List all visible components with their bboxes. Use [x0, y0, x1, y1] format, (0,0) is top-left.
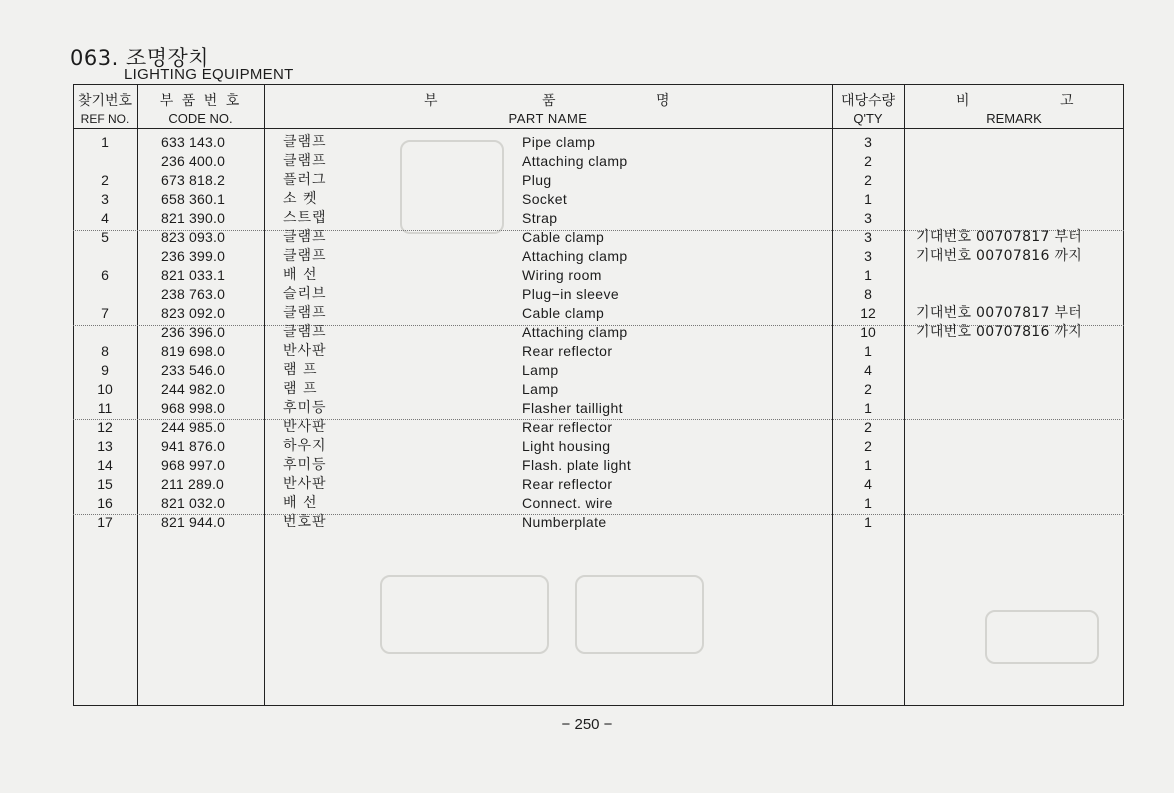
- remark: 기대번호 00707816 까지: [916, 324, 1083, 340]
- quantity: 1: [864, 514, 872, 530]
- code-number: 821 944.0: [161, 514, 226, 530]
- header-part-name: 부 품 명 PART NAME: [424, 93, 670, 126]
- table-row: [73, 190, 1124, 209]
- quantity: 4: [864, 362, 872, 378]
- header-code: 부 품 번 호 CODE NO.: [159, 93, 242, 126]
- ref-number: 17: [97, 514, 113, 530]
- table-row: [73, 304, 1124, 323]
- table-row: [73, 133, 1124, 152]
- table-row: [73, 475, 1124, 494]
- code-number: 236 396.0: [161, 324, 226, 340]
- quantity: 3: [864, 229, 872, 245]
- part-name-korean: 스트랩: [283, 210, 327, 226]
- part-name-korean: 반사판: [283, 419, 327, 435]
- part-name-korean: 슬리브: [283, 286, 327, 302]
- part-name-korean: 클램프: [283, 153, 327, 169]
- code-number: 244 985.0: [161, 419, 226, 435]
- ref-number: 8: [101, 343, 109, 359]
- table-row: [73, 152, 1124, 171]
- part-name: Socket: [522, 191, 568, 207]
- code-number: 633 143.0: [161, 134, 226, 150]
- quantity: 2: [864, 438, 872, 454]
- code-number: 968 997.0: [161, 457, 226, 473]
- table-row: [73, 494, 1124, 513]
- quantity: 2: [864, 381, 872, 397]
- part-name-korean: 소 켓: [283, 191, 318, 207]
- remark: 기대번호 00707816 까지: [916, 248, 1083, 264]
- part-name: Flasher taillight: [522, 400, 623, 416]
- quantity: 3: [864, 134, 872, 150]
- quantity: 8: [864, 286, 872, 302]
- code-number: 941 876.0: [161, 438, 226, 454]
- page-title: 063. 조명장치: [70, 46, 210, 70]
- code-number: 823 092.0: [161, 305, 226, 321]
- part-name: Rear reflector: [522, 343, 613, 359]
- quantity: 1: [864, 267, 872, 283]
- ref-number: 12: [97, 419, 113, 435]
- code-number: 821 032.0: [161, 495, 226, 511]
- ref-number: 13: [97, 438, 113, 454]
- ref-number: 11: [97, 400, 113, 416]
- quantity: 2: [864, 419, 872, 435]
- code-number: 236 399.0: [161, 248, 226, 264]
- ref-number: 15: [97, 476, 113, 492]
- table-row: [73, 171, 1124, 190]
- part-name: Attaching clamp: [522, 324, 628, 340]
- ref-number: 10: [97, 381, 113, 397]
- table-row: [73, 361, 1124, 380]
- quantity: 10: [860, 324, 876, 340]
- ref-number: 1: [101, 134, 109, 150]
- part-name-korean: 후미등: [283, 457, 327, 473]
- quantity: 1: [864, 457, 872, 473]
- table-row: [73, 380, 1124, 399]
- part-name: Connect. wire: [522, 495, 613, 511]
- ref-number: 16: [97, 495, 113, 511]
- part-name: Attaching clamp: [522, 153, 628, 169]
- ref-number: 6: [101, 267, 109, 283]
- remark: 기대번호 00707817 부터: [916, 229, 1083, 245]
- part-name: Attaching clamp: [522, 248, 628, 264]
- code-number: 658 360.1: [161, 191, 226, 207]
- code-number: 673 818.2: [161, 172, 226, 188]
- part-name: Lamp: [522, 362, 559, 378]
- quantity: 2: [864, 153, 872, 169]
- part-name-korean: 클램프: [283, 248, 327, 264]
- part-name-korean: 반사판: [283, 343, 327, 359]
- part-name-korean: 배 선: [283, 267, 318, 283]
- table-row: [73, 228, 1124, 247]
- code-number: 821 390.0: [161, 210, 226, 226]
- part-name-korean: 번호판: [283, 514, 327, 530]
- part-name: Strap: [522, 210, 558, 226]
- part-name: Flash. plate light: [522, 457, 632, 473]
- table-row: [73, 418, 1124, 437]
- ref-number: 4: [101, 210, 109, 226]
- part-name: Pipe clamp: [522, 134, 596, 150]
- table-row: [73, 456, 1124, 475]
- part-name-korean: 후미등: [283, 400, 327, 416]
- quantity: 1: [864, 191, 872, 207]
- part-name-korean: 플러그: [283, 172, 327, 188]
- table-row: [73, 323, 1124, 342]
- header-remark: 비 고 REMARK: [956, 93, 1074, 126]
- part-name: Light housing: [522, 438, 611, 454]
- table-row: [73, 247, 1124, 266]
- header-divider: [73, 128, 1124, 129]
- table-row: [73, 437, 1124, 456]
- part-name: Plug−in sleeve: [522, 286, 620, 302]
- part-name: Plug: [522, 172, 552, 188]
- part-name-korean: 클램프: [283, 134, 327, 150]
- part-name: Rear reflector: [522, 476, 613, 492]
- quantity: 2: [864, 172, 872, 188]
- table-row: [73, 513, 1124, 532]
- table-row: [73, 399, 1124, 418]
- quantity: 3: [864, 248, 872, 264]
- quantity: 4: [864, 476, 872, 492]
- code-number: 236 400.0: [161, 153, 226, 169]
- code-number: 238 763.0: [161, 286, 226, 302]
- header-ref: 찾기번호 REF NO.: [77, 93, 133, 126]
- code-number: 968 998.0: [161, 400, 226, 416]
- part-name-korean: 클램프: [283, 305, 327, 321]
- code-number: 233 546.0: [161, 362, 226, 378]
- quantity: 1: [864, 343, 872, 359]
- part-name: Cable clamp: [522, 305, 605, 321]
- table-row: [73, 266, 1124, 285]
- remark: 기대번호 00707817 부터: [916, 305, 1083, 321]
- part-name-korean: 램 프: [283, 381, 318, 397]
- header-qty: 대당수량 Q'TY: [840, 93, 896, 126]
- part-name: Lamp: [522, 381, 559, 397]
- part-name: Numberplate: [522, 514, 607, 530]
- part-name-korean: 반사판: [283, 476, 327, 492]
- code-number: 819 698.0: [161, 343, 226, 359]
- part-name: Rear reflector: [522, 419, 613, 435]
- part-name-korean: 하우지: [283, 438, 327, 454]
- ref-number: 2: [101, 172, 109, 188]
- part-name-korean: 클램프: [283, 324, 327, 340]
- code-number: 823 093.0: [161, 229, 226, 245]
- part-name: Cable clamp: [522, 229, 605, 245]
- table-row: [73, 285, 1124, 304]
- ref-number: 5: [101, 229, 109, 245]
- part-name: Wiring room: [522, 267, 602, 283]
- code-number: 244 982.0: [161, 381, 226, 397]
- part-name-korean: 클램프: [283, 229, 327, 245]
- part-name-korean: 배 선: [283, 495, 318, 511]
- ref-number: 14: [97, 457, 113, 473]
- table-row: [73, 342, 1124, 361]
- code-number: 211 289.0: [161, 476, 225, 492]
- code-number: 821 033.1: [161, 267, 226, 283]
- page-number: − 250 −: [561, 716, 613, 733]
- part-name-korean: 램 프: [283, 362, 318, 378]
- ref-number: 3: [101, 191, 109, 207]
- table-row: [73, 209, 1124, 228]
- page-subtitle: LIGHTING EQUIPMENT: [124, 66, 294, 83]
- ref-number: 7: [101, 305, 109, 321]
- quantity: 3: [864, 210, 872, 226]
- ref-number: 9: [101, 362, 109, 378]
- quantity: 12: [860, 305, 876, 321]
- quantity: 1: [864, 495, 872, 511]
- quantity: 1: [864, 400, 872, 416]
